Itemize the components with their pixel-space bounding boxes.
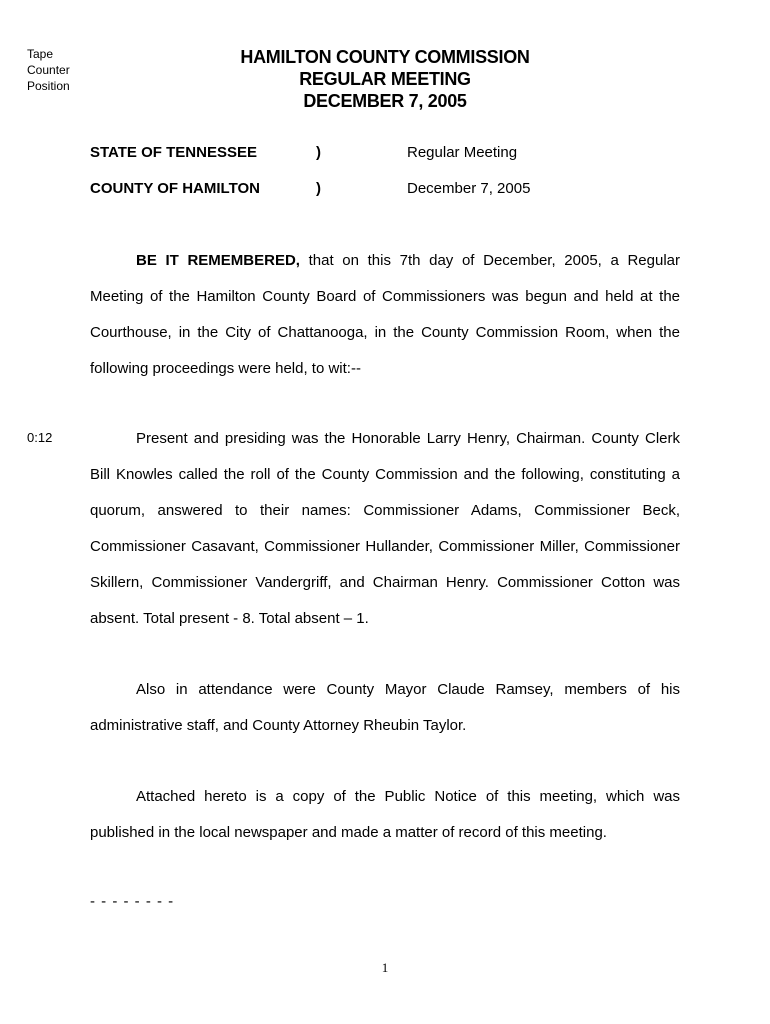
caption-county-paren: )	[316, 180, 321, 197]
caption-county-label: COUNTY OF HAMILTON	[90, 180, 260, 197]
paragraph-roll-call: Present and presiding was the Honorable Larry Henry, Chairman. County Clerk Bill Knowles called the roll of the County Commission and the following, constituting a quorum, answered to their names: Commissioner Adams, Commissioner Beck, Commissioner Casavant, Commissioner Hullander, Commissioner Miller, Commissioner Skillern, Commissioner Vandergriff, and Chairman Henry. Commissioner Cotton was absent. Total present - 8. Total absent – 1.	[90, 430, 680, 627]
title-line-3: DECEMBER 7, 2005	[303, 91, 467, 111]
caption-state-paren: )	[316, 144, 321, 161]
tape-counter-label	[27, 46, 97, 94]
remembered-lead: BE IT REMEMBERED,	[136, 252, 300, 269]
caption-county-value: December 7, 2005	[407, 180, 531, 197]
tape-timestamp: 0:12	[27, 430, 53, 445]
title-line-2: REGULAR MEETING	[299, 69, 471, 89]
paragraph-attendance: Also in attendance were County Mayor Claude Ramsey, members of his administrative staff, and County Attorney Rheubin Taylor.	[90, 681, 680, 734]
page-number: 1	[381, 960, 389, 975]
paragraph-public-notice: Attached hereto is a copy of the Public Notice of this meeting, which was published in the local newspaper and made a matter of record of this meeting.	[90, 788, 680, 841]
caption-state-label: STATE OF TENNESSEE	[90, 144, 257, 161]
section-separator: - - - - - - - -	[90, 893, 175, 910]
paragraph-remembered	[90, 243, 680, 387]
document-title	[150, 46, 620, 112]
caption-state-value: Regular Meeting	[407, 144, 518, 161]
tape-label-line-1: Tape	[27, 47, 54, 61]
tape-label-line-2: Counter	[27, 63, 70, 77]
remembered-text: that on this 7th day of December, 2005, a Regular Meeting of the Hamilton County Board of Commissioners was begun and held at the Courthouse, in the City of Chattanooga, in the County Commission Room, when the following proceedings were held, to wit:--	[90, 252, 680, 377]
title-line-1: HAMILTON COUNTY COMMISSION	[240, 47, 530, 67]
tape-label-line-3: Position	[27, 79, 70, 93]
